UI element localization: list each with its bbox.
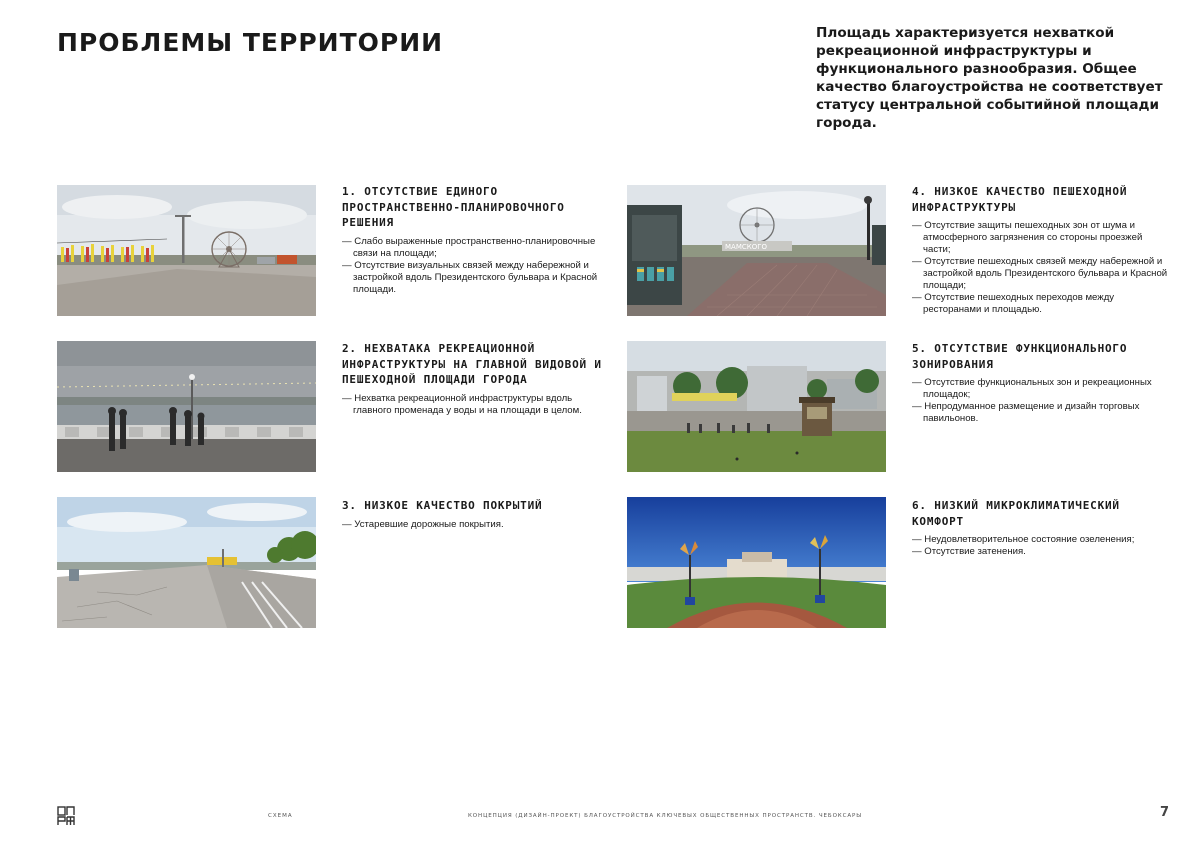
problem-item: — Устаревшие дорожные покрытия. [342,518,504,530]
problem-item: — Отсутствие пешеходных переходов между ресторанами и площадью. [912,292,1115,315]
photo-square-ferris-wheel [57,185,316,316]
footer-scheme-label: СХЕМА [268,813,293,819]
problem-block-3 [342,498,602,531]
page-lead-text: Площадь характеризуется нехваткой рекреационной инфраструктуры и функционального разнообразия. Общее качество благоустройства не соответствует статусу центральной событийной площади города. [816,25,1163,131]
photo-pedestrian-kiosk [627,185,886,316]
photo-microclimate-panorama [627,497,886,628]
photo-sign-text: МАМСКОГО [725,243,768,251]
page-title: ПРОБЛЕМЫ ТЕРРИТОРИИ [57,28,444,57]
problem-item: — Неудовлетворительное состояние озеленения; [912,534,1135,545]
problem-item: — Отсутствие затенения. [912,546,1026,557]
footer-concept-label: КОНЦЕПЦИЯ (ДИЗАЙН-ПРОЕКТ) БЛАГОУСТРОЙСТВА КЛЮЧЕВЫХ ОБЩЕСТВЕННЫХ ПРОСТРАНСТВ. ЧЕБОКСАРЫ [468,813,862,819]
problem-heading: 6. НИЗКИЙ МИКРОКЛИМАТИЧЕСКИЙ КОМФОРТ [912,499,1120,528]
problem-heading: 1. ОТСУТСТВИЕ ЕДИНОГО ПРОСТРАНСТВЕННО-ПЛАНИРОВОЧНОГО РЕШЕНИЯ [342,185,565,229]
problem-item: — Отсутствие функциональных зон и рекреационных площадок; [912,377,1152,400]
problem-block-5 [912,341,1172,425]
problem-heading: 2. НЕХВАТАКА РЕКРЕАЦИОННОЙ ИНФРАСТРУКТУРЫ НА ГЛАВНОЙ ВИДОВОЙ И ПЕШЕХОДНОЙ ПЛОЩАДИ ГОРОДА [342,342,602,386]
page-number: 7 [1160,805,1170,820]
problem-block-1 [342,184,602,296]
problem-item: — Слабо выраженные пространственно-планировочные связи на площади; [342,235,596,259]
problem-item: — Непродуманное размещение и дизайн торговых павильонов. [912,401,1140,424]
photo-trade-pavilion [627,341,886,472]
problem-item: — Отсутствие визуальных связей между набережной и застройкой вдоль Президентского бульвара и Красной площади. [342,259,598,295]
problem-heading: 5. ОТСУТСТВИЕ ФУНКЦИОНАЛЬНОГО ЗОНИРОВАНИЯ [912,342,1128,371]
photo-old-pavement [57,497,316,628]
problem-item: — Отсутствие защиты пешеходных зон от шума и атмосферного загрязнения со стороны проезжей части; [912,220,1143,255]
problem-heading: 4. НИЗКОЕ КАЧЕСТВО ПЕШЕХОДНОЙ ИНФРАСТРУКТУРЫ [912,185,1128,214]
problem-block-2 [342,341,602,417]
problem-item: — Отсутствие пешеходных связей между набережной и застройкой вдоль Президентского бульвара и Красной площади; [912,256,1168,291]
problem-block-4 [912,184,1172,316]
logo-icon [57,806,75,831]
photo-embankment-promenade [57,341,316,472]
problem-heading: 3. НИЗКОЕ КАЧЕСТВО ПОКРЫТИЙ [342,499,543,512]
problem-block-6 [912,498,1172,558]
problem-item: — Нехватка рекреационной инфраструктуры вдоль главного променада у воды и на площади в целом. [342,392,582,416]
